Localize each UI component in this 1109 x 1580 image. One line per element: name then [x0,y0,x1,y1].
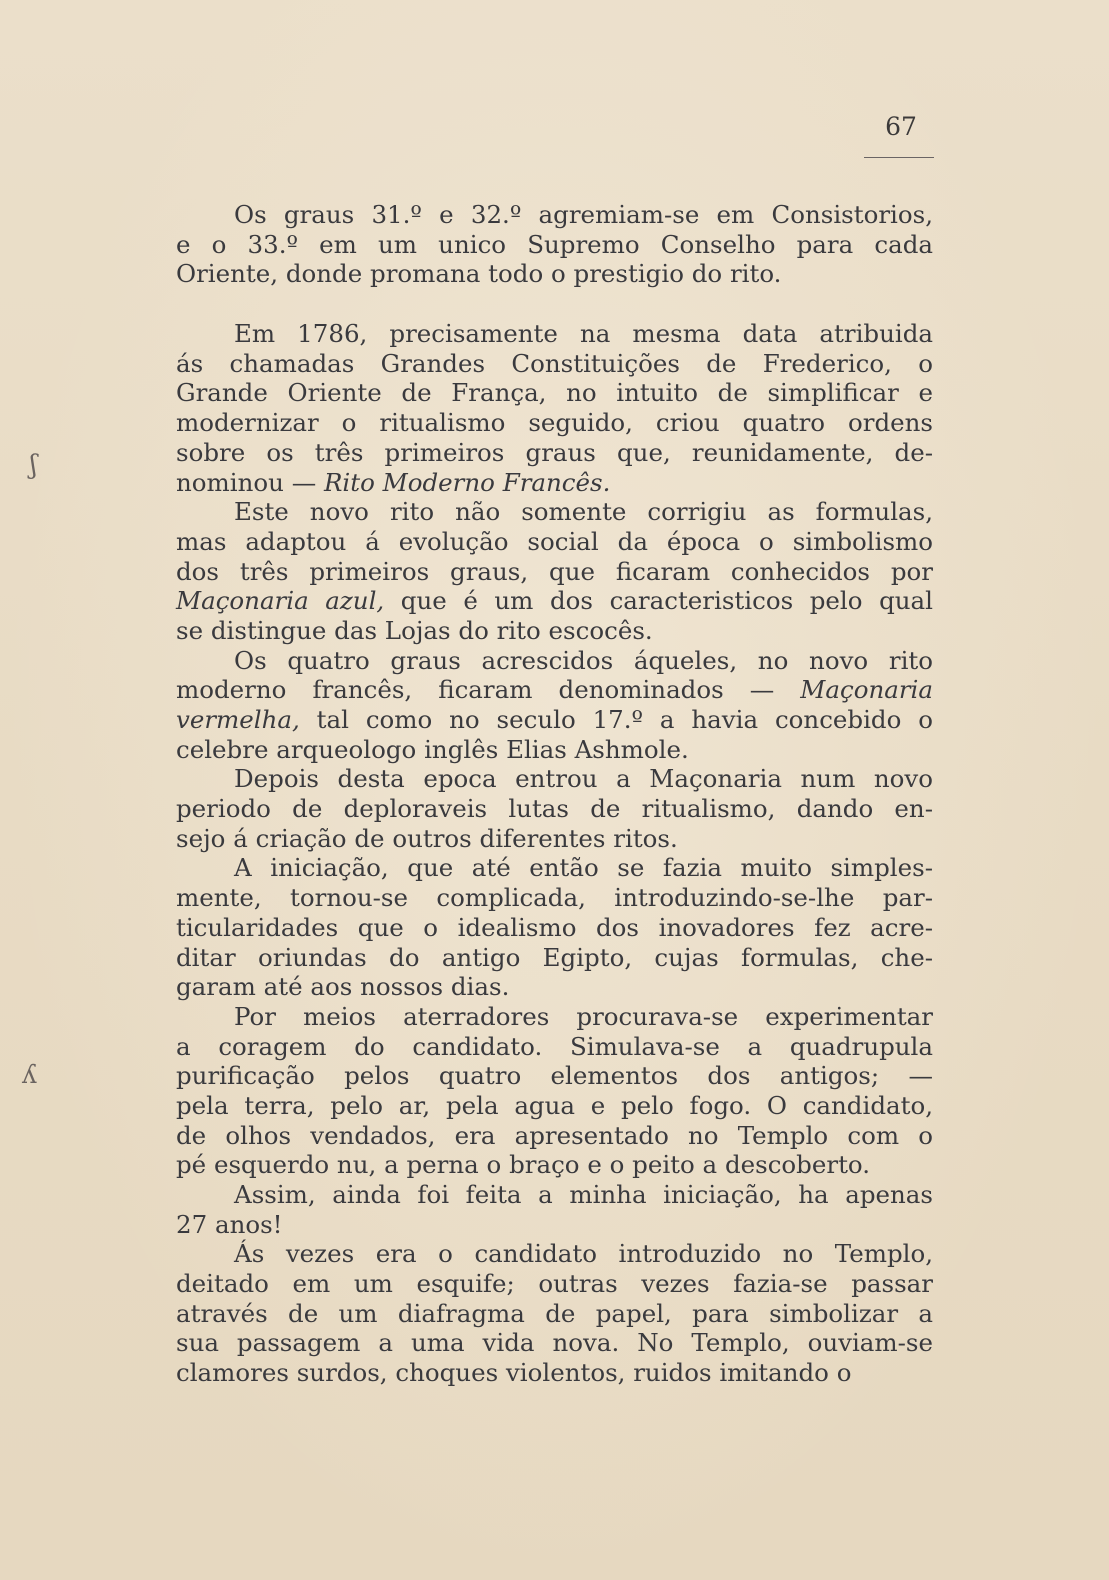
text-run: dos três primeiros graus, que ficaram conhecidos por [176,556,933,586]
text-line [176,527,933,557]
text-line [176,200,933,230]
text-line [176,735,933,765]
italic-term: vermelha, [176,705,300,734]
text-line [176,616,933,646]
text-run: sobre os três primeiros graus que, reunidamente, de- [176,437,933,467]
text-line [176,1358,933,1388]
text-line [176,349,933,379]
text-run: a coragem do candidato. Simulava-se a quadrupula [176,1031,933,1061]
text-run: periodo de deploraveis lutas de ritualismo, dando en- [176,794,933,824]
paragraph [176,319,933,497]
text-run: mas adaptou á evolução social da época o simbolismo [176,526,933,556]
text-run: pela terra, pelo ar, pela agua e pelo fogo. O candidato, [176,1090,933,1120]
text-run: pé esquerdo nu, a perna o braço e o peito a descoberto. [176,1150,871,1180]
text-run: que é um dos caracteristicos pelo qual [384,586,933,616]
text-line [176,497,933,527]
text-line [176,1091,933,1121]
text-run: deitado em um esquife; outras vezes fazia-se passar [176,1269,933,1299]
text-line [176,1239,933,1269]
text-line [176,705,933,735]
paragraph-gap [176,289,933,319]
text-run: sua passagem a uma vida nova. No Templo, ouviam-se [176,1328,933,1358]
text-line [176,319,933,349]
italic-term: Maçonaria azul, [176,586,385,616]
text-run: sejo á criação de outros diferentes ritos. [176,823,678,853]
text-line [176,1150,933,1180]
page-number-rule [864,157,934,158]
text-run: modernizar o ritualismo seguido, criou quatro ordens [176,408,933,438]
text-run: Os graus 31.º e 32.º agremiam-se em Consistorios, [234,200,933,229]
italic-term: Rito Moderno Francês. [323,467,611,497]
text-line [176,230,933,260]
paragraph [176,646,933,765]
margin-pencil-mark: ʃ [30,450,38,480]
text-line [176,943,933,973]
text-line [176,764,933,794]
text-run: e o 33.º em um unico Supremo Conselho para cada [176,229,933,259]
text-line [176,883,933,913]
paragraph [176,200,933,289]
text-line [176,913,933,943]
text-run: Grande Oriente de França, no intuito de simplificar e [176,378,933,408]
paragraph [176,1002,933,1180]
text-run: celebre arqueologo inglês Elias Ashmole. [176,734,689,764]
text-run: Os quatro graus acrescidos áqueles, no novo rito [234,645,933,675]
page-number: 67 [885,112,917,141]
text-run: ticularidades que o idealismo dos inovadores fez acre- [176,912,933,942]
text-line [176,378,933,408]
text-line [176,1121,933,1151]
text-run: Oriente, donde promana todo o prestigio do rito. [176,259,782,289]
text-run: 27 anos! [176,1209,283,1239]
text-line [176,646,933,676]
text-line [176,853,933,883]
italic-term: Maçonaria [800,675,933,705]
text-line [176,1269,933,1299]
margin-pencil-mark: ʎ [22,1060,37,1090]
text-run: Depois desta epoca entrou a Maçonaria num novo [234,764,933,794]
text-line [176,586,933,616]
text-line [176,408,933,438]
text-run: ditar oriundas do antigo Egipto, cujas formulas, che- [176,942,933,972]
text-run: Este novo rito não somente corrigiu as formulas, [234,497,933,527]
text-line [176,259,933,289]
text-run: purificação pelos quatro elementos dos antigos; — [176,1061,933,1091]
text-run: ás chamadas Grandes Constituições de Frederico, o [176,348,933,378]
text-run: moderno francês, ficaram denominados — [176,675,801,705]
paragraph [176,764,933,853]
text-run: de olhos vendados, era apresentado no Templo com o [176,1120,933,1150]
text-run: Por meios aterradores procurava-se experimentar [234,1001,933,1031]
text-run: Em 1786, precisamente na mesma data atribuida [234,319,933,349]
text-line [176,1032,933,1062]
text-line [176,1180,933,1210]
text-line [176,675,933,705]
text-run: Assim, ainda foi feita a minha iniciação, ha apenas [234,1180,933,1209]
text-run: mente, tornou-se complicada, introduzindo-se-lhe par- [176,883,933,913]
text-line [176,438,933,468]
text-line [176,1299,933,1329]
text-run: A iniciação, que até então se fazia muito simples- [234,853,933,883]
text-run: tal como no seculo 17.º a havia concebido o [299,705,933,734]
paragraph [176,1239,933,1387]
text-run: clamores surdos, choques violentos, ruidos imitando o [176,1358,852,1388]
text-line [176,972,933,1002]
text-line [176,1328,933,1358]
text-run: Ás vezes era o candidato introduzido no Templo, [234,1239,933,1269]
text-run: nominou — [176,467,324,497]
text-line [176,824,933,854]
text-line [176,794,933,824]
text-run: garam até aos nossos dias. [176,972,510,1002]
text-run: se distingue das Lojas do rito escocês. [176,615,653,645]
paragraph [176,1180,933,1239]
text-line [176,468,933,498]
text-line [176,1061,933,1091]
paragraph [176,497,933,645]
text-line [176,557,933,587]
paragraph [176,853,933,1001]
text-line [176,1210,933,1240]
text-run: através de um diafragma de papel, para simbolizar a [176,1298,933,1328]
text-line [176,1002,933,1032]
body-text [176,200,933,1388]
